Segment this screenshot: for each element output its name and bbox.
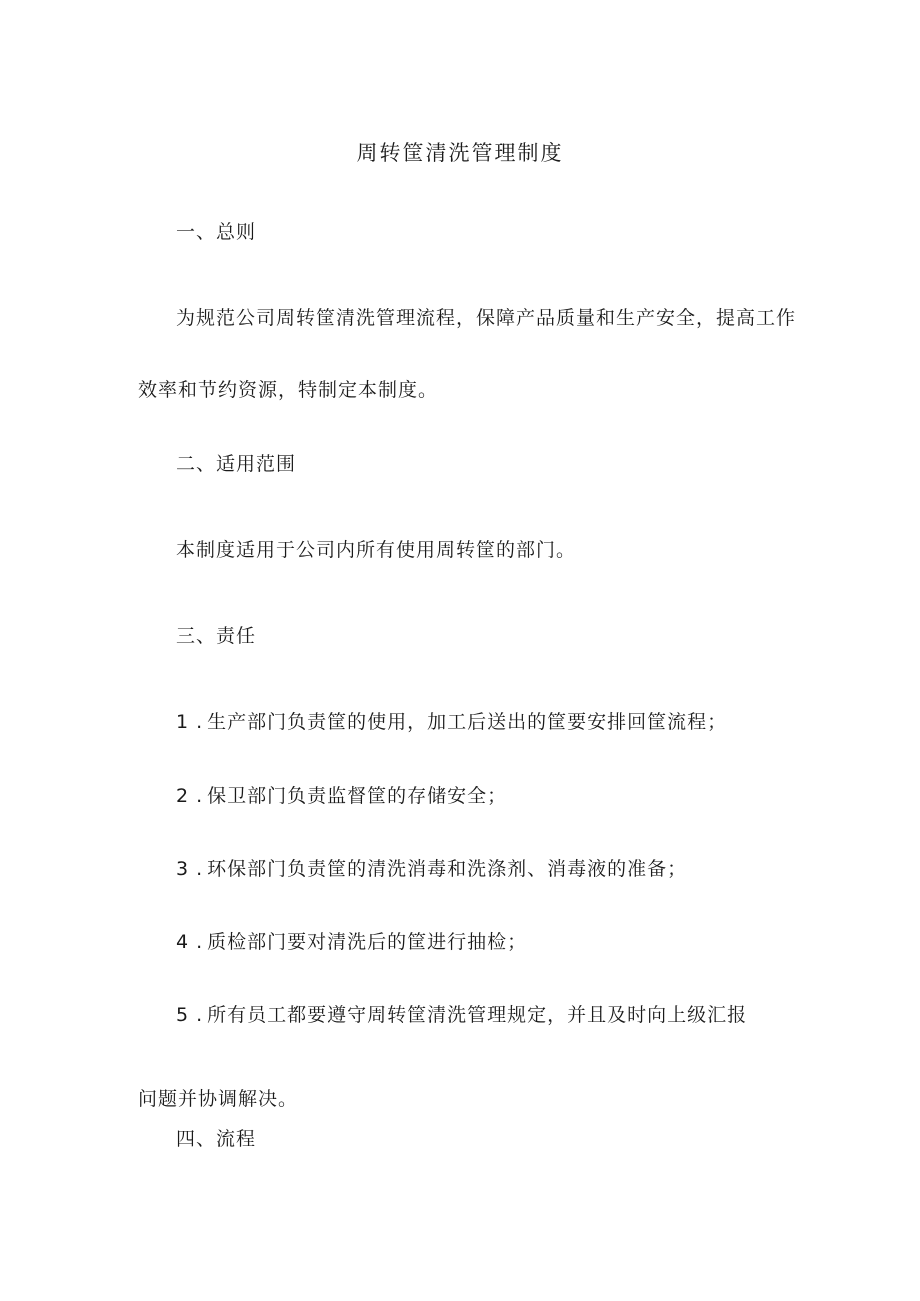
list-item-continuation: 问题并协调解决。 xyxy=(138,1088,299,1110)
section-heading-scope: 二、适用范围 xyxy=(176,453,297,475)
list-item xyxy=(176,857,687,881)
list-item-number: 3 . xyxy=(176,858,204,880)
scope-paragraph: 本制度适用于公司内所有使用周转筐的部门。 xyxy=(176,539,577,561)
general-paragraph-line-2: 效率和节约资源，特制定本制度。 xyxy=(138,379,439,401)
list-item-text: 生产部门负责筐的使用，加工后送出的筐要安排回筐流程； xyxy=(207,711,728,733)
list-item-text: 环保部门负责筐的清洗消毒和洗涤剂、消毒液的准备； xyxy=(207,858,688,880)
list-item-number: 4 . xyxy=(176,931,204,953)
list-item-number: 1 . xyxy=(176,711,204,733)
list-item-text: 质检部门要对清洗后的筐进行抽检； xyxy=(207,931,528,953)
list-item xyxy=(176,930,527,954)
list-item xyxy=(176,710,727,734)
list-item-number: 5 . xyxy=(176,1004,204,1026)
list-item xyxy=(176,1003,747,1027)
list-item-text: 所有员工都要遵守周转筐清洗管理规定，并且及时向上级汇报 xyxy=(207,1004,748,1026)
list-item-number: 2 . xyxy=(176,785,204,807)
section-heading-responsibility: 三、责任 xyxy=(176,625,257,647)
section-heading-process: 四、流程 xyxy=(176,1128,257,1150)
general-paragraph-line-1: 为规范公司周转筐清洗管理流程，保障产品质量和生产安全，提高工作 xyxy=(176,307,797,329)
list-item xyxy=(176,784,507,808)
page-title: 周转筐清洗管理制度 xyxy=(356,141,564,165)
section-heading-general: 一、总则 xyxy=(176,221,257,243)
list-item-text: 保卫部门负责监督筐的存储安全； xyxy=(207,785,508,807)
